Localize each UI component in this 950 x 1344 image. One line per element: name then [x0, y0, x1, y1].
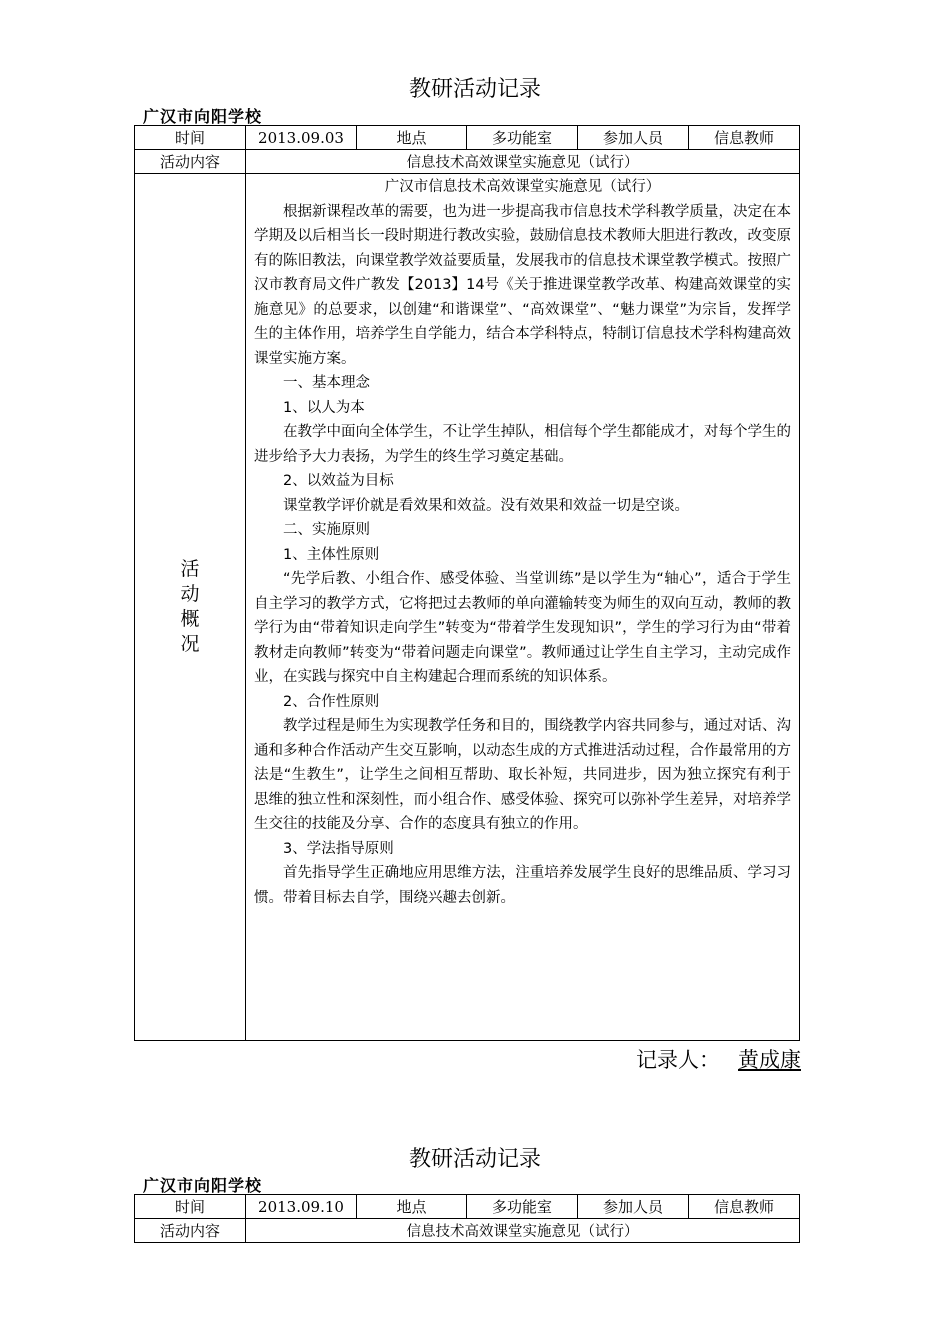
- participants-value: 信息教师: [689, 1195, 800, 1219]
- body-paragraph: 课堂教学评价就是看效果和效益。没有效果和效益一切是空谈。: [283, 497, 689, 514]
- content-row: [135, 150, 800, 174]
- overview-label-char: 概: [180, 608, 200, 630]
- record-table: [134, 1194, 800, 1243]
- section-heading: 一、基本理念: [283, 375, 370, 391]
- content-value: 信息技术高效课堂实施意见（试行）: [246, 150, 800, 174]
- overview-label-char: 动: [180, 583, 200, 605]
- overview-content: [246, 174, 800, 1041]
- content-value: 信息技术高效课堂实施意见（试行）: [246, 1219, 800, 1243]
- overview-row: [135, 174, 800, 1041]
- participants-label: 参加人员: [578, 1195, 689, 1219]
- overview-label-char: 活: [180, 558, 200, 580]
- place-label: 地点: [357, 1195, 467, 1219]
- time-value: 2013.09.03: [246, 126, 357, 150]
- body-heading: 广汉市信息技术高效课堂实施意见（试行）: [384, 179, 661, 195]
- time-label: 时间: [135, 126, 246, 150]
- record-title: 教研活动记录: [408, 1147, 541, 1172]
- record-title: 教研活动记录: [408, 77, 541, 102]
- time-value: 2013.09.10: [246, 1195, 357, 1219]
- subsection-heading: 2、以效益为目标: [283, 473, 394, 489]
- overview-label: [135, 174, 246, 1041]
- body-paragraph: 首先指导学生正确地应用思维方法，注重培养发展学生良好的思维品质、学习习惯。带着目标去自学，围绕兴趣去创新。: [254, 865, 791, 906]
- body-paragraph: 在教学中面向全体学生，不让学生掉队，相信每个学生都能成才，对每个学生的进步给予大力表扬，为学生的终生学习奠定基础。: [254, 424, 791, 465]
- subsection-heading: 1、主体性原则: [283, 546, 380, 563]
- body-paragraph: “先学后教、小组合作、感受体验、当堂训练”是以学生为“轴心”，适合于学生自主学习的教学方式，它将把过去教师的单向灌输转变为师生的双向互动，教师的教学行为由“带着知识走向学生”转变为“带着学生发现知识”，学生的学习行为由“带着教材走向教师”转变为“带着问题走向课堂”。教师通过让学生自主学习，主动完成作业，在实践与探究中自主构建起合理而系统的知识体系。: [254, 571, 791, 685]
- subsection-heading: 2、合作性原则: [283, 693, 380, 710]
- content-label: 活动内容: [135, 1219, 246, 1243]
- overview-label-char: 况: [180, 633, 200, 655]
- participants-value: 信息教师: [689, 126, 800, 150]
- recorder-name: 黄成康: [738, 1048, 801, 1072]
- content-label: 活动内容: [135, 150, 246, 174]
- record-table: [134, 125, 800, 1041]
- school-name: 广汉市向阳学校: [143, 107, 263, 126]
- place-label: 地点: [357, 126, 467, 150]
- school-name: 广汉市向阳学校: [143, 1176, 263, 1195]
- time-label: 时间: [135, 1195, 246, 1219]
- content-row: [135, 1219, 800, 1243]
- recorder-label: 记录人：: [636, 1048, 720, 1072]
- place-value: 多功能室: [467, 126, 578, 150]
- place-value: 多功能室: [467, 1195, 578, 1219]
- recorder-line: [636, 1044, 801, 1074]
- header-row: [135, 1195, 800, 1219]
- header-row: [135, 126, 800, 150]
- participants-label: 参加人员: [578, 126, 689, 150]
- body-paragraph: 根据新课程改革的需要，也为进一步提高我市信息技术学科教学质量，决定在本学期及以后相当长一段时期进行教改实验，鼓励信息技术教师大胆进行教改，改变原有的陈旧教法，向课堂教学效益要质量，发展我市的信息技术课堂教学模式。按照广汉市教育局文件广教发【2013】14号《关于推进课堂教学改革、构建高效课堂的实施意见》的总要求，以创建“和谐课堂”、“高效课堂”、“魅力课堂”为宗旨，发挥学生的主体作用，培养学生自学能力，结合本学科特点，特制订信息技术学科构建高效课堂实施方案。: [254, 203, 791, 367]
- subsection-heading: 1、以人为本: [283, 399, 365, 416]
- body-paragraph: 教学过程是师生为实现教学任务和目的，围绕教学内容共同参与，通过对话、沟通和多种合作活动产生交互影响，以动态生成的方式推进活动过程，合作最常用的方法是“生教生”，让学生之间相互帮助、取长补短，共同进步，因为独立探究有利于思维的独立性和深刻性，而小组合作、感受体验、探究可以弥补学生差异，对培养学生交往的技能及分享、合作的态度具有独立的作用。: [254, 718, 791, 832]
- section-heading: 二、实施原则: [283, 522, 370, 538]
- subsection-heading: 3、学法指导原则: [283, 840, 394, 857]
